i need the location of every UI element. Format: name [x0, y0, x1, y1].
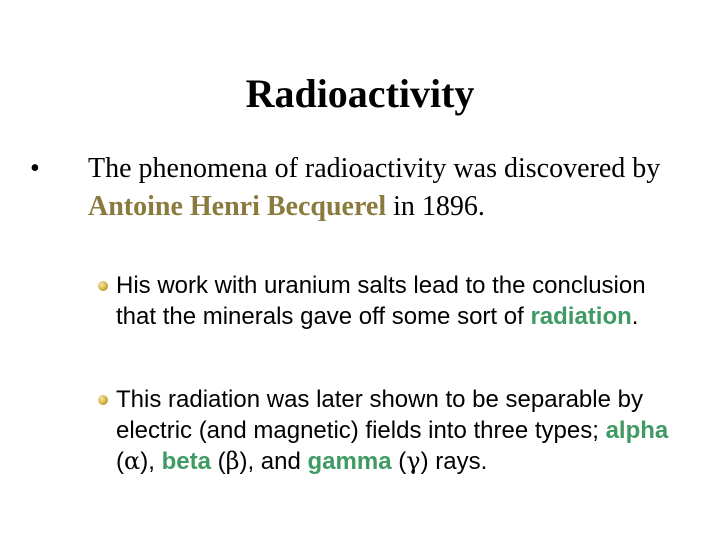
sub-bullet-1: [98, 270, 678, 332]
beta-symbol: β: [225, 447, 240, 475]
sub2-post: rays.: [428, 448, 488, 475]
sub-bullet-2: [98, 384, 678, 477]
sub2-sep2: , and: [247, 448, 308, 475]
radiation-term: radiation: [530, 303, 632, 330]
sub1-pre: His work with uranium salts lead to the conclusion that the minerals gave off some sort of: [116, 272, 646, 330]
alpha-symbol: α: [124, 447, 141, 475]
sub2-sep1: ,: [148, 448, 162, 475]
discoverer-name: Antoine Henri Becquerel: [88, 191, 387, 222]
slide-title: Radioactivity: [245, 71, 475, 116]
bullet1-post: in 1896.: [386, 191, 485, 222]
bullet-dot-icon: •: [30, 153, 40, 184]
sub-bullet-1-text: [116, 270, 678, 332]
gamma-symbol: γ: [406, 447, 421, 475]
gamma-term: gamma: [307, 448, 392, 475]
sub-bullet-dot-icon: [98, 281, 108, 291]
main-bullet-text: [88, 150, 670, 226]
sub-bullet-2-text: This radiation was later shown to be separable by electric (and magnetic) fields into three types; alpha (α), beta (β), and gamma (γ) rays.: [116, 386, 669, 475]
bullet1-pre: The phenomena of radioactivity was discovered by: [88, 153, 661, 184]
beta-term: beta: [161, 448, 211, 475]
sub1-post: .: [631, 303, 639, 330]
sub2-pre: This radiation was later shown to be separable by electric (and magnetic) fields into three types;: [116, 386, 643, 444]
alpha-term: alpha: [605, 417, 669, 444]
sub-bullet-dot-icon: [98, 395, 108, 405]
main-bullet: [30, 150, 670, 226]
